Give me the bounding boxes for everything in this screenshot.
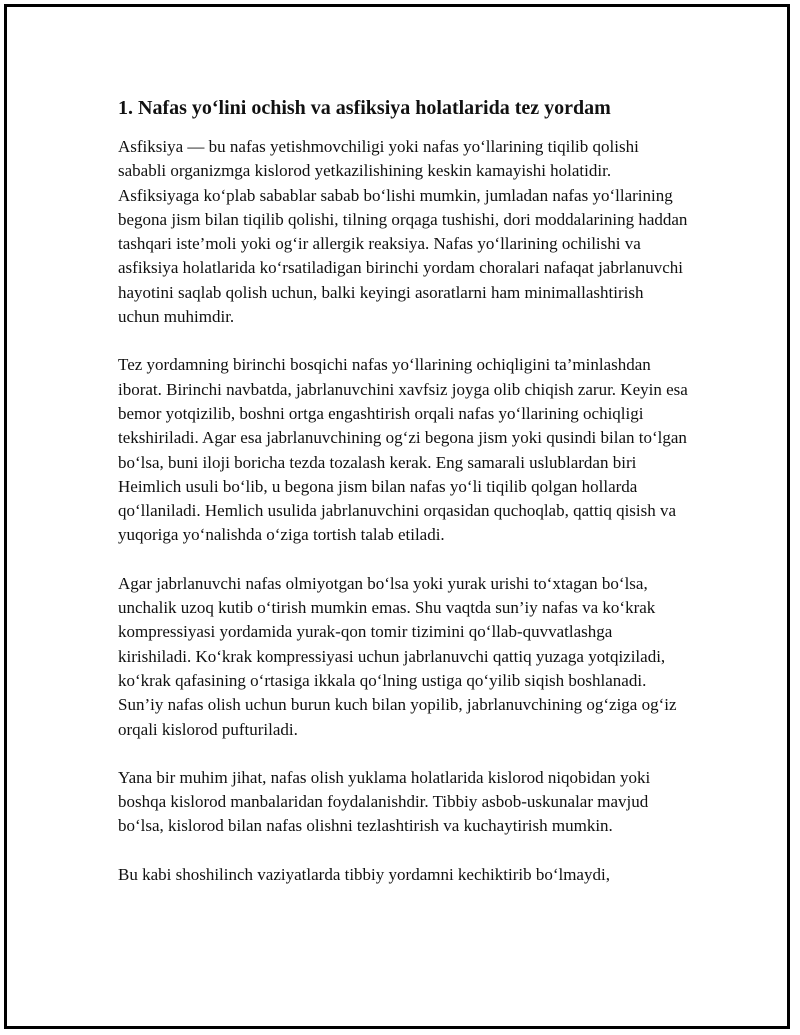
paragraph-closing: Bu kabi shoshilinch vaziyatlarda tibbiy yordamni kechiktirib bo‘lmaydi, <box>118 864 610 884</box>
paragraph-cpr: Agar jabrlanuvchi nafas olmiyotgan bo‘lsa yoki yurak urishi to‘xtagan bo‘lsa, unchalik uzoq kutib o‘tirish mumkin emas. Shu vaqtda sun’iy nafas va ko‘krak kompressiyasi yordamida yurak-qon tomir tizimini qo‘llab-quvvatlashga kirishiladi. Ko‘krak kompressiyasi uchun jabrlanuvchi qattiq yuzaga yotqiziladi, ko‘krak qafasining o‘rtasiga ikkala qo‘lning ustiga qo‘yilib siqish boshlanadi. Sun’iy nafas olish uchun burun kuch bilan yopilib, jabrlanuvchining og‘ziga og‘iz orqali kislorod pufturiladi. <box>118 573 677 739</box>
paragraph-oxygen: Yana bir muhim jihat, nafas olish yuklama holatlarida kislorod niqobidan yoki boshqa kislorod manbalaridan foydalanishdir. Tibbiy asbob-uskunalar mavjud bo‘lsa, kislorod bilan nafas olishni tezlashtirish va kuchaytirish mumkin. <box>118 767 651 836</box>
section-heading: 1. Nafas yo‘lini ochish va asfiksiya holatlarida tez yordam <box>118 97 611 119</box>
paragraph-airway-opening: Tez yordamning birinchi bosqichi nafas yo‘llarining ochiqligini ta’minlashdan iborat. Birinchi navbatda, jabrlanuvchini xavfsiz joyga olib chiqish zarur. Keyin esa bemor yotqizilib, boshni ortga engashtirish orqali nafas yo‘llarining ochiqligi tekshiriladi. Agar esa jabrlanuvchining og‘zi begona jism yoki qusindi bilan to‘lgan bo‘lsa, buni iloji boricha tezda tozalash kerak. Eng samarali uslublardan biri Heimlich usuli bo‘lib, u begona jism bilan nafas yo‘li tiqilib qolgan hollarda qo‘llaniladi. Hemlich usulida jabrlanuvchini orqasidan quchoqlab, qattiq qisish va yuqoriga yo‘nalishda o‘ziga tortish talab etiladi. <box>118 355 688 545</box>
document-body <box>118 95 688 911</box>
paragraph-asphyxia-definition: Asfiksiya — bu nafas yetishmovchiligi yoki nafas yo‘llarining tiqilib qolishi sababli organizmga kislorod yetkazilishining keskin kamayishi holatidir. Asfiksiyaga ko‘plab sabablar sabab bo‘lishi mumkin, jumladan nafas yo‘llarining begona jism bilan tiqilib qolishi, tilning orqaga tushishi, dori moddalarining haddan tashqari iste’moli yoki og‘ir allergik reaksiya. Nafas yo‘llarining ochilishi va asfiksiya holatlarida ko‘rsatiladigan birinchi yordam choralari nafaqat jabrlanuvchi hayotini saqlab qolish uchun, balki keyingi asoratlarni ham minimallashtirish uchun muhimdir. <box>118 137 688 327</box>
